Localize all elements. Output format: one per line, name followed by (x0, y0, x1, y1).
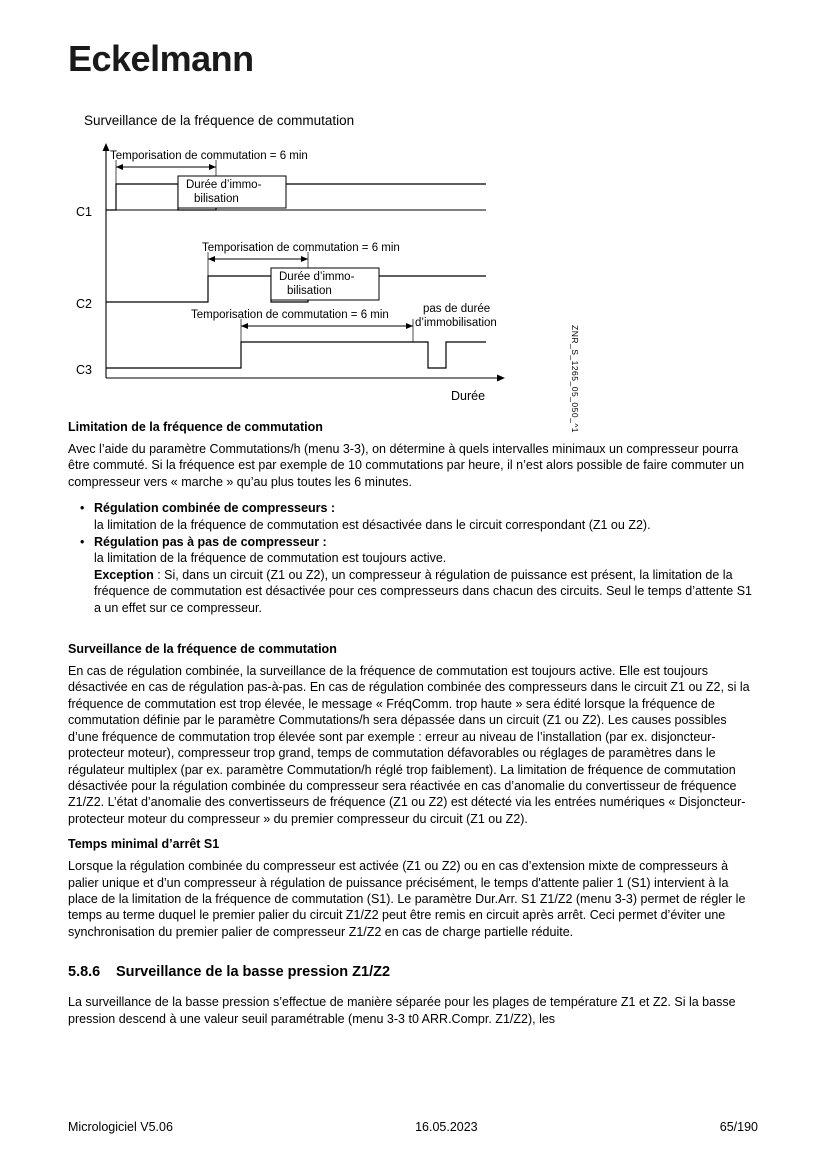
svg-text:Durée: Durée (451, 389, 486, 403)
svg-text:C2: C2 (76, 297, 92, 311)
footer-date: 16.05.2023 (415, 1120, 478, 1134)
svg-text:Temporisation de commutation =: Temporisation de commutation = 6 min (110, 150, 308, 162)
section-number: 5.8.6 (68, 964, 101, 981)
svg-text:C3: C3 (76, 363, 92, 377)
figure-side-code: ZNR_S_1265_05_050_^1 (570, 325, 580, 434)
bullet-title-stepwise: Régulation pas à pas de compresseur : (94, 535, 327, 550)
page-footer (68, 1120, 758, 1134)
heading-limitation: Limitation de la fréquence de commutation (68, 420, 323, 434)
company-logo: Eckelmann (68, 38, 254, 79)
bullet-text-stepwise: la limitation de la fréquence de commutation est toujours active. (94, 551, 447, 566)
list-item (76, 534, 758, 616)
bullet-list-regulation (68, 500, 758, 616)
paragraph-low-pressure: La surveillance de la basse pression s’effectue de manière séparée pour les plages de température Z1 et Z2. Si la basse pression descend à une valeur seuil paramétrable (menu 3-3 t0 ARR.Compr. Z1/Z2), les (68, 995, 736, 1026)
list-item (76, 500, 758, 533)
heading-surveillance: Surveillance de la fréquence de commutation (68, 642, 337, 657)
document-body (68, 420, 758, 1037)
heading-min-off-time: Temps minimal d’arrêt S1 (68, 837, 220, 852)
switching-frequency-diagram (68, 140, 758, 415)
paragraph-surveillance: En cas de régulation combinée, la surveillance de la fréquence de commutation est toujours active. Elle est toujours désactivée en cas de régulation pas-à-pas. En cas de régulation combinée des compresseurs dans le circuit Z1 ou Z2, si la fréquence de commutation est trop élevée, le message « FréqComm. trop haute » sera édité lorsque la fréquence de commutation définie par le paramètre Commutations/h sera dépassée dans un circuit (Z1 ou Z2). Les causes possibles d’une fréquence de commutation trop élevée sont par exemple : erreur au niveau de l’installation (par ex. disjoncteur-protecteur moteur), compresseur trop grand, temps de commutation défavorables ou réglages de paramètres dans le régulateur multiplex (par ex. paramètre Commutation/h réglé trop faiblement). La limitation de fréquence de commutation désactivée pour la régulation combinée du compresseur sera réactivée en cas d’anomalie du convertisseur de fréquence Z1/Z2. L’état d’anomalie des convertisseurs de fréquence (Z1 ou Z2) est détecté via les entrées numériques « Disjoncteur-protecteur moteur du compresseur » du premier compresseur du circuit (Z1 ou Z2). (68, 664, 750, 826)
footer-firmware: Micrologiciel V5.06 (68, 1120, 173, 1134)
svg-text:C1: C1 (76, 205, 92, 219)
svg-text:bilisation: bilisation (287, 285, 332, 297)
bullet-text-combined: la limitation de la fréquence de commutation est désactivée dans le circuit correspondant (Z1 ou Z2). (94, 517, 651, 532)
svg-text:d’immobilisation: d’immobilisation (415, 317, 497, 329)
svg-text:Temporisation de commutation =: Temporisation de commutation = 6 min (202, 242, 400, 254)
section-title: Surveillance de la basse pression Z1/Z2 (116, 964, 391, 981)
paragraph-limitation: Avec l’aide du paramètre Commutations/h (menu 3-3), on détermine à quels intervalles minimaux un compresseur pourra être commuté. Si la fréquence est par exemple de 10 commutations par heure, il n’est alors possible de faire commuter un compresseur vers « marche » qu’au plus toutes les 6 minutes. (68, 442, 745, 489)
svg-text:Temporisation de commutation =: Temporisation de commutation = 6 min (191, 309, 389, 321)
exception-label: Exception (94, 567, 154, 582)
svg-text:bilisation: bilisation (194, 193, 239, 205)
section-heading-586 (68, 964, 758, 980)
exception-text: : Si, dans un circuit (Z1 ou Z2), un compresseur à régulation de puissance est présent, la limitation de la fréquence de commutation est désactivée pour ces compresseurs dans chacun des circuits. Seul le temps d’attente S1 a un effet sur ce compresseur. (94, 567, 752, 615)
svg-text:Durée d’immo-: Durée d’immo- (279, 271, 355, 283)
bullet-title-combined: Régulation combinée de compresseurs : (94, 501, 336, 516)
svg-text:Durée d’immo-: Durée d’immo- (186, 179, 262, 191)
paragraph-min-off-time: Lorsque la régulation combinée du compresseur est activée (Z1 ou Z2) ou en cas d’extension mixte de compresseurs à palier unique et d’un compresseur à régulation de puissance précisément, le temps d'attente palier 1 (S1) intervient à la place de la limitation de la fréquence de commutation (S1). Le paramètre Dur.Arr. S1 Z1/Z2 (menu 3-3) permet de régler le temps au terme duquel le premier palier du circuit Z1/Z2 peut être remis en circuit après arrêt. Ceci permet d’éviter une synchronisation du premier palier de compresseur Z1/Z2 en cas de charge partielle réduite. (68, 859, 746, 939)
svg-text:pas de durée: pas de durée (423, 303, 491, 315)
footer-page-number: 65/190 (719, 1120, 758, 1134)
figure-title: Surveillance de la fréquence de commutation (84, 113, 355, 128)
